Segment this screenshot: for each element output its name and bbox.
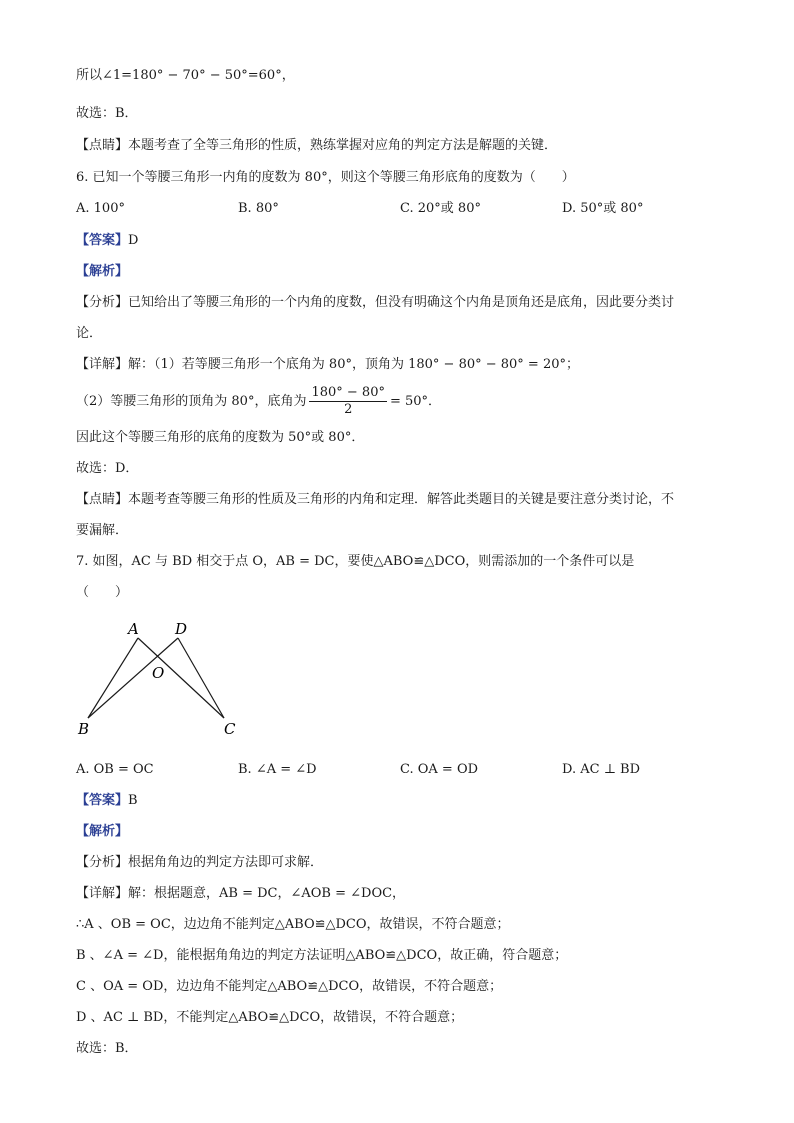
dianjing-text: 本题考查等腰三角形的性质及三角形的内角和定理．解答此类题目的关键是要注意分类讨论，不 bbox=[128, 492, 675, 507]
dianjing-tag: 【点睛】 bbox=[76, 492, 129, 507]
text-line: 故选：B． bbox=[76, 106, 138, 121]
xiangjie-text: 解：（1）若等腰三角形一个底角为 80°，顶角为 180° − 80° − 80° = 20°； bbox=[128, 357, 580, 372]
xiangjie-text: 解：根据题意，AB = DC，∠AOB = ∠DOC， bbox=[128, 886, 406, 901]
fenxi-tag: 【分析】 bbox=[76, 855, 129, 870]
point-label-o: O bbox=[152, 664, 165, 682]
segment-ab bbox=[88, 638, 138, 718]
q7-option-d[interactable]: D. AC ⊥ BD bbox=[562, 762, 641, 777]
q6-fenxi-cont: 论． bbox=[76, 326, 103, 341]
q7-option-a[interactable]: A. OB = OC bbox=[76, 762, 154, 777]
q7-choose: 故选：B． bbox=[76, 1041, 138, 1056]
xiangjie-tag: 【详解】 bbox=[76, 886, 129, 901]
point-label-a: A bbox=[128, 620, 139, 638]
point-label-d: D bbox=[175, 620, 188, 638]
q6-dianjing-line bbox=[76, 490, 674, 510]
q6-xiangjie-line bbox=[76, 355, 579, 375]
q6-analysis-heading bbox=[76, 262, 128, 282]
q6-option-b[interactable]: B. 80° bbox=[238, 201, 279, 216]
fraction bbox=[309, 385, 387, 418]
xiangjie-tag: 【详解】 bbox=[76, 357, 129, 372]
q7-xiangjie-b: B 、∠A = ∠D，能根据角角边的判定方法证明△ABO≌△DCO，故正确，符合题意； bbox=[76, 948, 568, 963]
q7-xiangjie-d: D 、AC ⊥ BD，不能判定△ABO≌△DCO，故错误，不符合题意； bbox=[76, 1010, 464, 1025]
segment-db bbox=[88, 638, 178, 718]
fraction-denominator: 2 bbox=[344, 402, 353, 417]
q6-choose: 故选：D． bbox=[76, 461, 139, 476]
q6-option-a[interactable]: A. 100° bbox=[76, 201, 125, 216]
analysis-tag: 【解析】 bbox=[76, 824, 129, 839]
q6-conclusion: 因此这个等腰三角形的底角的度数为 50°或 80°． bbox=[76, 430, 365, 445]
answer-tag: 【答案】 bbox=[76, 233, 129, 248]
xiangjie-text: （2）等腰三角形的顶角为 80°，底角为 bbox=[76, 394, 307, 409]
q7-xiangjie-line bbox=[76, 884, 405, 904]
q6-answer bbox=[76, 231, 138, 251]
q7-options bbox=[76, 760, 736, 780]
segment-dc bbox=[178, 638, 224, 718]
fraction-numerator: 180° − 80° bbox=[311, 385, 385, 400]
point-label-b: B bbox=[78, 720, 90, 738]
q7-answer bbox=[76, 791, 138, 811]
dianjing-tag: 【点睛】 bbox=[76, 138, 129, 153]
q6-xiangjie-fraction-line bbox=[76, 384, 441, 420]
answer-value: B bbox=[128, 793, 138, 808]
text-line: 所以∠1=180° − 70° − 50°=60°， bbox=[76, 68, 295, 83]
q7-stem-bracket: （ ） bbox=[76, 585, 129, 600]
q7-xiangjie-c: C 、OA = OD，边边角不能判定△ABO≌△DCO，故错误，不符合题意； bbox=[76, 979, 503, 994]
q7-xiangjie-a: ∴A 、OB = OC，边边角不能判定△ABO≌△DCO，故错误，不符合题意； bbox=[76, 917, 510, 932]
fenxi-text: 根据角角边的判定方法即可求解． bbox=[128, 855, 324, 870]
xiangjie-text: = 50°． bbox=[389, 394, 442, 409]
q7-fenxi-line bbox=[76, 853, 323, 873]
fenxi-tag: 【分析】 bbox=[76, 295, 129, 310]
q6-option-c[interactable]: C. 20°或 80° bbox=[400, 201, 481, 216]
q6-option-d[interactable]: D. 50°或 80° bbox=[562, 201, 644, 216]
q6-fenxi-line bbox=[76, 293, 674, 313]
dianjing-line bbox=[76, 136, 557, 156]
q7-analysis-heading bbox=[76, 822, 128, 842]
point-label-c: C bbox=[224, 720, 236, 738]
analysis-tag: 【解析】 bbox=[76, 264, 129, 279]
answer-tag: 【答案】 bbox=[76, 793, 129, 808]
q6-dianjing-cont: 要漏解． bbox=[76, 523, 129, 538]
segment-ac bbox=[138, 638, 224, 718]
q7-option-b[interactable]: B. ∠A = ∠D bbox=[238, 762, 317, 777]
fenxi-text: 已知给出了等腰三角形的一个内角的度数，但没有明确这个内角是顶角还是底角，因此要分类讨 bbox=[128, 295, 675, 310]
q6-options bbox=[76, 199, 736, 219]
q7-stem: 7. 如图，AC 与 BD 相交于点 O，AB = DC，要使△ABO≌△DCO，则需添加的一个条件可以是 bbox=[76, 554, 635, 569]
geometry-figure bbox=[70, 614, 250, 744]
q7-option-c[interactable]: C. OA = OD bbox=[400, 762, 479, 777]
dianjing-text: 本题考查了全等三角形的性质，熟练掌握对应角的判定方法是解题的关键． bbox=[128, 138, 558, 153]
answer-value: D bbox=[128, 233, 139, 248]
q6-stem: 6. 已知一个等腰三角形一内角的度数为 80°，则这个等腰三角形底角的度数为（ ） bbox=[76, 170, 575, 185]
